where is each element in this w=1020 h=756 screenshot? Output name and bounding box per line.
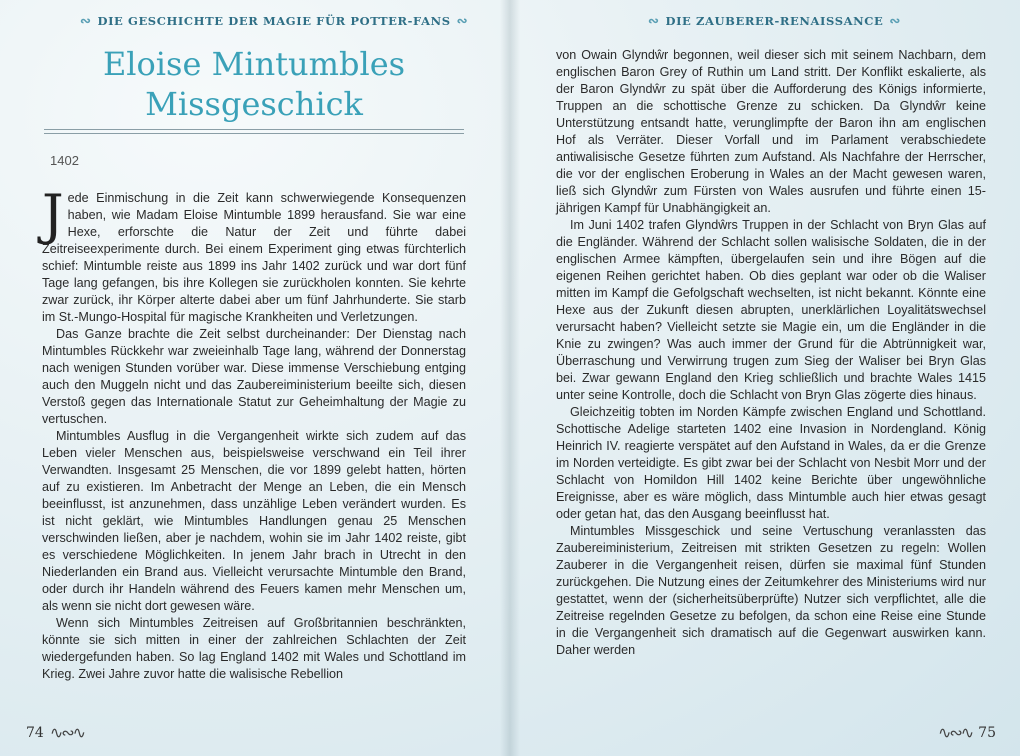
chapter-title-line-1: Eloise Mintumbles [102,45,406,83]
swirl-ornament-icon: ∾ [456,13,469,29]
paragraph: Das Ganze brachte die Zeit selbst durcheinander: Der Dienstag nach Mintumbles Rückkehr war zweieinhalb Tage lang, während der Donnerstag nach wenigen Stunden vorüber war. Diese immense Verschiebung entging auch den Muggeln nicht und das Zaubereiministerium beeilte sich, diesen Verstoß gegen das Internationale Statut zur Geheimhaltung der Magie zu vertuschen. [42,327,466,426]
left-page-number [26,723,84,742]
left-running-head [80,12,468,30]
page-number-text: 75 [978,724,996,741]
paragraph-text: ede Einmischung in die Zeit kann schwerwiegende Konsequenzen haben, wie Madam Eloise Mintumble 1899 herausfand. Sie war eine Hexe, erforschte die Natur der Zeit und führte dabei Zeitreiseexperimente durch. Bei einem Experiment ging etwas fürchterlich schief: Mintumble reiste aus 1899 ins Jahr 1402 zurück und war dort fünf Tage lang gefangen, bis ihre Kollegen sie zurückholen konnten. Sie kehrte zwar zurück, ihr Körper alterte dabei aber um fünf Jahrhunderte. Sie starb im St.-Mungo-Hospital für magische Krankheiten und Verletzungen. [42,191,466,324]
left-body-text [42,183,466,683]
swirl-ornament-icon: ∾ [648,13,660,29]
paragraph: von Owain Glyndŵr begonnen, weil dieser sich mit seinem Nachbarn, dem englischen Baron Grey of Ruthin um Land stritt. Der Konflikt eskalierte, als der Baron Glyndŵr zu spät über die Aufforderung des Königs informierte, Truppen an die schottische Grenze zu schicken. Da Glyndŵr keine Unterstützung entsandt hatte, verunglimpfte der Baron ihn am englischen Hof als Verräter. Dieser Vorfall und im Parlament verabschiedete antiwalisische Gesetze führten zum Aufstand. Als Nachfahre der Herrscher, die vor der englischen Eroberung in Wales an der Macht gewesen waren, ließ sich Glyndŵr zum Fürsten von Wales ausrufen und führte einen 15-jährigen Kampf für Unabhängigkeit an. [556,48,986,215]
swirl-ornament-icon: ∾ [80,13,92,29]
chapter-title-line-2: Missgeschick [145,85,363,123]
flourish-ornament-icon: ∿∾∿ [49,723,85,742]
swirl-ornament-icon: ∾ [889,13,901,29]
drop-cap: J [42,183,64,246]
flourish-ornament-icon: ∿∾∿ [937,723,973,742]
right-page [510,0,1020,756]
page-number-text: 74 [26,724,44,741]
title-rule [44,129,464,134]
right-running-head [648,12,901,30]
paragraph: Gleichzeitig tobten im Norden Kämpfe zwischen England und Schottland. Schottische Adelige starteten 1402 eine Invasion in Nordengland. König Heinrich IV. reagierte verspätet auf den Aufstand in Wales, da er die Grenze im Norden verteidigte. Es gibt zwar bei der Schlacht von Nesbit Morr und der Schlacht von Homildon Hill 1402 keine Berichte über ungewöhnliche Ereignisse, aber es wäre möglich, dass Mintumble auch hier etwas gesagt oder getan hat, das den Ausgang beeinflusst hat. [556,405,986,521]
left-running-head-text: DIE GESCHICHTE DER MAGIE FÜR POTTER-FANS [97,14,451,28]
paragraph: Wenn sich Mintumbles Zeitreisen auf Großbritannien beschränkten, könnte sie sich mitten in einer der zahlreichen Schlachten der Zeit wiedergefunden haben. So lag England 1402 mit Wales und Schottland im Krieg. Zwei Jahre zuvor hatte die walisische Rebellion [42,616,466,681]
section-year: 1402 [50,153,79,168]
right-page-number [938,723,996,742]
paragraph: Mintumbles Ausflug in die Vergangenheit wirkte sich zudem auf das Leben vieler Menschen aus, beispielsweise verschwand ein Teil ihrer Verwandten. Insgesamt 25 Menschen, die vor 1899 gelebt hatten, hörten auf zu existieren. Im Anbetracht der Menge an Leben, die ein Mensch beeinflusst, ist anzunehmen, dass unzählige Leben verändert wurden. Es ist nicht geklärt, wie Mintumbles Handlungen genau 25 Menschen verschwinden ließen, aber je nachdem, wohin sie im Jahr 1402 reiste, gibt es verschiedene Möglichkeiten. In jenem Jahr brach in Utrecht in den Niederlanden ein Brand aus. Vielleicht verursachte Mintumble den Brand, oder durch ihr Handeln während des Feuers kamen mehr Menschen um, als wenn sie nicht dort gewesen wäre. [42,429,466,613]
paragraph: Mintumbles Missgeschick und seine Vertuschung veranlassten das Zaubereiministerium, Zeitreisen mit strikten Gesetzen zu regeln: Wollen Zauberer in die Vergangenheit reisen, dürfen sie maximal fünf Stunden zurückgehen. Die Nutzung eines der Zeitumkehrer des Ministeriums wird nur gestattet, wenn der (sicherheitsüberprüfte) Nutzer sich verpflichtet, alle die Zeitreise regelnden Gesetze zu befolgen, da schon eine Reise eine Stunde in die Vergangenheit sich dramatisch auf die Gegenwart auswirken kann. Daher werden [556,524,986,657]
paragraph: Im Juni 1402 trafen Glyndŵrs Truppen in der Schlacht von Bryn Glas auf die Engländer. Während der Schlacht sollen walisische Soldaten, die in der englischen Armee kämpften, übergelaufen sein und ihre Bögen auf die eigenen Reihen gerichtet haben. Ob dies geplant war oder ob die Waliser mitten im Kampf die Gefolgschaft wechselten, ist nicht bekannt. Könnte eine Hexe aus der Zukunft diesen abrupten, unerklärlichen Loyalitätswechsel verursacht haben? Vielleicht setzte sie Magie ein, um die Engländer in die Knie zu zwingen? Was auch immer der Grund für die Abtrünnigkeit war, Überraschung und Verwirrung trugen zum Sieg der Waliser bei Bryn Glas bei. Zwar gewann England den Krieg schließlich und brachte Wales 1415 unter seine Kontrolle, doch die Schlacht von Bryn Glas zögerte dies hinaus. [556,218,986,402]
right-running-head-text: DIE ZAUBERER-RENAISSANCE [665,14,884,28]
chapter-title [44,44,464,124]
right-body-text [556,47,986,659]
paragraph [42,183,466,326]
